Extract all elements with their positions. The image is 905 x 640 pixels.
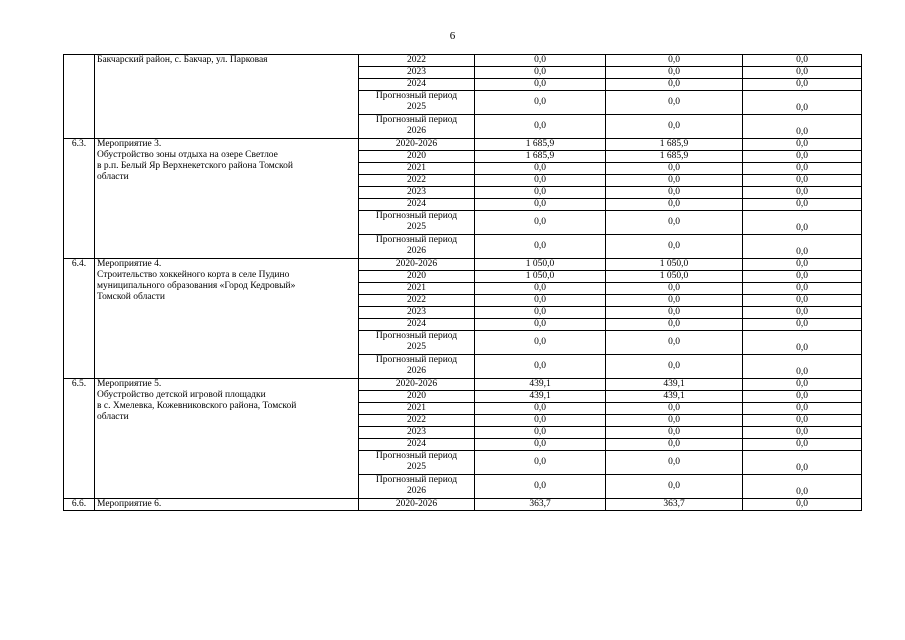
- value-cell-2: 0,0: [606, 91, 743, 115]
- value-cell-2: 1 685,9: [606, 151, 743, 163]
- value-cell-2: 0,0: [606, 451, 743, 475]
- measure-name: [95, 55, 359, 139]
- value-cell-3: 0,0: [743, 259, 862, 271]
- measure-name-line: Обустройство зоны отдыха на озере Светлое: [97, 150, 278, 160]
- value-cell-2: 0,0: [606, 295, 743, 307]
- period-cell: [359, 499, 475, 511]
- period-cell: [359, 319, 475, 331]
- value-cell-2: 439,1: [606, 379, 743, 391]
- value-cell-3: 0,0: [743, 271, 862, 283]
- period-line: 2020-2026: [395, 499, 438, 509]
- period-cell: [359, 355, 475, 379]
- value-cell-2: 0,0: [606, 439, 743, 451]
- value-cell-2: 1 685,9: [606, 139, 743, 151]
- measure-name-line: Обустройство детской игровой площадки: [97, 390, 266, 400]
- value-cell-2: 0,0: [606, 115, 743, 139]
- period-line: 2024: [407, 79, 426, 89]
- value-cell-2: 0,0: [606, 427, 743, 439]
- value-cell-1: 1 685,9: [475, 139, 606, 151]
- value-cell-1: 1 685,9: [475, 151, 606, 163]
- value-cell-1: 0,0: [475, 331, 606, 355]
- period-line: 2021: [407, 163, 426, 173]
- value-cell-3: 0,0: [743, 475, 862, 499]
- period-line: 2022: [407, 55, 426, 65]
- period-line: Прогнозный период: [375, 211, 458, 221]
- value-cell-1: 0,0: [475, 475, 606, 499]
- period-cell: [359, 151, 475, 163]
- period-line: 2020-2026: [395, 139, 438, 149]
- value-cell-1: 439,1: [475, 391, 606, 403]
- measure-name-line: Мероприятие 4.: [97, 259, 162, 269]
- value-cell-1: 363,7: [475, 499, 606, 511]
- value-cell-1: 0,0: [475, 415, 606, 427]
- value-cell-3: 0,0: [743, 211, 862, 235]
- value-cell-1: 0,0: [475, 319, 606, 331]
- period-line: 2026: [407, 246, 426, 256]
- value-cell-1: 0,0: [475, 427, 606, 439]
- period-line: Прогнозный период: [375, 115, 458, 125]
- value-cell-1: 0,0: [475, 115, 606, 139]
- period-cell: [359, 475, 475, 499]
- measure-name: [95, 499, 359, 511]
- value-cell-3: 0,0: [743, 439, 862, 451]
- value-cell-1: 0,0: [475, 79, 606, 91]
- period-line: 2026: [407, 486, 426, 496]
- measure-name-line: Бакчарский район, с. Бакчар, ул. Парковая: [97, 55, 268, 65]
- value-cell-2: 0,0: [606, 355, 743, 379]
- period-line: 2025: [407, 342, 426, 352]
- period-line: Прогнозный период: [375, 331, 458, 341]
- period-line: 2021: [407, 403, 426, 413]
- period-cell: [359, 415, 475, 427]
- value-cell-3: 0,0: [743, 379, 862, 391]
- period-cell: [359, 307, 475, 319]
- period-cell: [359, 199, 475, 211]
- value-cell-2: 0,0: [606, 415, 743, 427]
- value-cell-3: 0,0: [743, 355, 862, 379]
- value-cell-2: 0,0: [606, 67, 743, 79]
- value-cell-3: 0,0: [743, 187, 862, 199]
- value-cell-1: 0,0: [475, 295, 606, 307]
- period-line: 2022: [407, 175, 426, 185]
- period-line: 2020: [407, 391, 426, 401]
- value-cell-1: 0,0: [475, 283, 606, 295]
- value-cell-2: 0,0: [606, 235, 743, 259]
- measure-name-line: в с. Хмелевка, Кожевниковского района, Томской: [97, 401, 297, 411]
- measure-number: 6.6.: [64, 499, 95, 511]
- period-line: 2025: [407, 102, 426, 112]
- value-cell-1: 1 050,0: [475, 271, 606, 283]
- value-cell-3: 0,0: [743, 331, 862, 355]
- measure-number: 6.5.: [64, 379, 95, 499]
- period-cell: [359, 175, 475, 187]
- value-cell-3: 0,0: [743, 115, 862, 139]
- measure-name: [95, 139, 359, 259]
- value-cell-3: 0,0: [743, 79, 862, 91]
- value-cell-3: 0,0: [743, 451, 862, 475]
- period-line: 2020-2026: [395, 259, 438, 269]
- period-line: 2026: [407, 366, 426, 376]
- measure-name: [95, 379, 359, 499]
- value-cell-2: 1 050,0: [606, 271, 743, 283]
- period-cell: [359, 67, 475, 79]
- period-cell: [359, 235, 475, 259]
- measure-name-line: Мероприятие 6.: [97, 499, 162, 509]
- period-cell: [359, 403, 475, 415]
- period-line: 2020: [407, 151, 426, 161]
- period-cell: [359, 79, 475, 91]
- budget-table-body: [64, 55, 862, 511]
- value-cell-2: 0,0: [606, 307, 743, 319]
- measure-name-line: области: [97, 412, 129, 422]
- value-cell-3: 0,0: [743, 139, 862, 151]
- value-cell-1: 1 050,0: [475, 259, 606, 271]
- period-line: 2024: [407, 319, 426, 329]
- period-line: 2026: [407, 126, 426, 136]
- value-cell-1: 0,0: [475, 355, 606, 379]
- measure-name: [95, 259, 359, 379]
- table-row: [64, 379, 862, 391]
- period-cell: [359, 55, 475, 67]
- period-cell: [359, 187, 475, 199]
- value-cell-1: 0,0: [475, 307, 606, 319]
- value-cell-3: 0,0: [743, 415, 862, 427]
- value-cell-1: 439,1: [475, 379, 606, 391]
- period-cell: [359, 163, 475, 175]
- period-cell: [359, 115, 475, 139]
- value-cell-3: 0,0: [743, 55, 862, 67]
- period-line: 2022: [407, 295, 426, 305]
- period-cell: [359, 91, 475, 115]
- value-cell-2: 0,0: [606, 211, 743, 235]
- value-cell-1: 0,0: [475, 439, 606, 451]
- value-cell-3: 0,0: [743, 499, 862, 511]
- value-cell-1: 0,0: [475, 55, 606, 67]
- value-cell-3: 0,0: [743, 403, 862, 415]
- period-cell: [359, 295, 475, 307]
- value-cell-3: 0,0: [743, 91, 862, 115]
- measure-name-line: Мероприятие 3.: [97, 139, 162, 149]
- period-line: Прогнозный период: [375, 91, 458, 101]
- measure-number: 6.4.: [64, 259, 95, 379]
- measure-name-line: в р.п. Белый Яр Верхнекетского района Томской: [97, 161, 293, 171]
- value-cell-1: 0,0: [475, 211, 606, 235]
- period-cell: [359, 211, 475, 235]
- period-line: 2022: [407, 415, 426, 425]
- period-line: Прогнозный период: [375, 475, 458, 485]
- period-cell: [359, 139, 475, 151]
- period-line: 2021: [407, 283, 426, 293]
- period-line: 2023: [407, 307, 426, 317]
- table-row: [64, 139, 862, 151]
- period-line: 2020-2026: [395, 379, 438, 389]
- value-cell-3: 0,0: [743, 163, 862, 175]
- value-cell-1: 0,0: [475, 187, 606, 199]
- page-number: 6: [449, 30, 456, 42]
- value-cell-3: 0,0: [743, 235, 862, 259]
- value-cell-1: 0,0: [475, 67, 606, 79]
- value-cell-3: 0,0: [743, 199, 862, 211]
- value-cell-2: 0,0: [606, 55, 743, 67]
- measure-name-line: муниципального образования «Город Кедровый»: [97, 281, 296, 291]
- value-cell-2: 0,0: [606, 79, 743, 91]
- measure-name-line: Строительство хоккейного корта в селе Пудино: [97, 270, 290, 280]
- value-cell-2: 0,0: [606, 319, 743, 331]
- period-cell: [359, 439, 475, 451]
- value-cell-2: 0,0: [606, 331, 743, 355]
- value-cell-3: 0,0: [743, 151, 862, 163]
- table-row: [64, 55, 862, 67]
- value-cell-2: 0,0: [606, 475, 743, 499]
- period-line: 2023: [407, 67, 426, 77]
- period-line: 2023: [407, 427, 426, 437]
- value-cell-2: 0,0: [606, 283, 743, 295]
- table-row: [64, 259, 862, 271]
- value-cell-1: 0,0: [475, 91, 606, 115]
- value-cell-1: 0,0: [475, 175, 606, 187]
- value-cell-3: 0,0: [743, 319, 862, 331]
- period-cell: [359, 451, 475, 475]
- value-cell-2: 1 050,0: [606, 259, 743, 271]
- value-cell-2: 0,0: [606, 175, 743, 187]
- period-line: 2025: [407, 462, 426, 472]
- period-cell: [359, 259, 475, 271]
- value-cell-3: 0,0: [743, 67, 862, 79]
- measure-number: [64, 55, 95, 139]
- period-line: Прогнозный период: [375, 355, 458, 365]
- value-cell-2: 0,0: [606, 163, 743, 175]
- period-line: 2025: [407, 222, 426, 232]
- period-cell: [359, 283, 475, 295]
- value-cell-2: 0,0: [606, 187, 743, 199]
- value-cell-1: 0,0: [475, 199, 606, 211]
- value-cell-1: 0,0: [475, 163, 606, 175]
- measure-name-line: Мероприятие 5.: [97, 379, 162, 389]
- value-cell-1: 0,0: [475, 403, 606, 415]
- period-line: 2024: [407, 439, 426, 449]
- period-cell: [359, 391, 475, 403]
- period-line: 2023: [407, 187, 426, 197]
- period-cell: [359, 379, 475, 391]
- value-cell-2: 363,7: [606, 499, 743, 511]
- value-cell-1: 0,0: [475, 451, 606, 475]
- period-line: Прогнозный период: [375, 235, 458, 245]
- value-cell-3: 0,0: [743, 391, 862, 403]
- value-cell-3: 0,0: [743, 307, 862, 319]
- period-line: 2020: [407, 271, 426, 281]
- measure-name-line: области: [97, 172, 129, 182]
- value-cell-3: 0,0: [743, 283, 862, 295]
- value-cell-3: 0,0: [743, 427, 862, 439]
- period-line: Прогнозный период: [375, 451, 458, 461]
- period-cell: [359, 271, 475, 283]
- value-cell-3: 0,0: [743, 295, 862, 307]
- measure-number: 6.3.: [64, 139, 95, 259]
- value-cell-3: 0,0: [743, 175, 862, 187]
- value-cell-2: 0,0: [606, 403, 743, 415]
- value-cell-2: 0,0: [606, 199, 743, 211]
- period-cell: [359, 331, 475, 355]
- measure-name-line: Томской области: [97, 292, 165, 302]
- table-row: [64, 499, 862, 511]
- budget-table: [63, 54, 862, 511]
- period-line: 2024: [407, 199, 426, 209]
- value-cell-1: 0,0: [475, 235, 606, 259]
- value-cell-2: 439,1: [606, 391, 743, 403]
- period-cell: [359, 427, 475, 439]
